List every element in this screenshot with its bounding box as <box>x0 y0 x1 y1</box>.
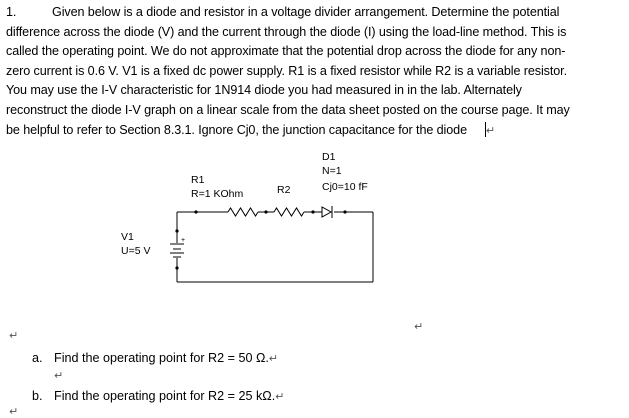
paragraph-mark-icon: ↵ <box>9 405 19 418</box>
d1-n-label: N=1 <box>322 165 342 177</box>
question-b-text: Find the operating point for R2 = 25 kΩ. <box>54 389 276 403</box>
v1-name-label: V1 <box>121 231 134 243</box>
problem-line-2: difference across the diode (V) and the current through the diode (I) using the load-line method. This is <box>6 24 567 39</box>
paragraph-mark-icon: ↵ <box>54 369 64 382</box>
problem-number: 1. <box>6 5 17 19</box>
question-a-text: Find the operating point for R2 = 50 Ω. <box>54 351 269 365</box>
paragraph-mark-icon: ↵ <box>414 320 424 333</box>
battery-v1-icon <box>170 244 184 257</box>
d1-name-label: D1 <box>322 151 336 163</box>
paragraph-mark-icon: ↵ <box>485 124 496 137</box>
problem-line-1: 1. Given below is a diode and resistor in a voltage divider arrangement. Determine the potential <box>6 3 626 23</box>
resistor-r2-icon <box>274 208 304 216</box>
paragraph-mark-icon: ↵ <box>268 353 279 365</box>
r1-value-label: R=1 KOhm <box>191 188 244 200</box>
problem-line-3: called the operating point. We do not approximate that the potential drop across the diode for any non- <box>6 44 566 59</box>
diode-d1-icon <box>322 206 332 218</box>
v1-value-label: U=5 V <box>121 245 151 257</box>
problem-line-4: zero current is 0.6 V. V1 is a fixed dc power supply. R1 is a fixed resistor while R2 is a variable resistor. <box>6 63 567 78</box>
d1-cj0-label: Cj0=10 fF <box>322 181 368 193</box>
paragraph-mark-icon: ↵ <box>9 329 19 342</box>
problem-line-7: be helpful to refer to Section 8.3.1. Ignore Cj0, the junction capacitance for the diode ↵ <box>6 122 496 137</box>
problem-line-5: You may use the I-V characteristic for 1N914 diode you had measured in in the lab. Alternately <box>6 83 522 98</box>
question-a-letter: a. <box>32 351 43 365</box>
v1-plus-sign: + <box>181 237 186 244</box>
paragraph-mark-icon: ↵ <box>275 391 285 403</box>
question-b <box>32 389 284 403</box>
question-b-letter: b. <box>32 389 43 403</box>
problem-line-6: reconstruct the diode I-V graph on a linear scale from the data sheet posted on the course page. It may <box>6 102 570 117</box>
r1-name-label: R1 <box>191 174 205 186</box>
circuit-nodes <box>175 210 346 269</box>
resistor-r1-icon <box>228 208 258 216</box>
r2-name-label: R2 <box>277 184 291 196</box>
circuit-wires <box>177 208 373 282</box>
question-a <box>32 351 278 365</box>
